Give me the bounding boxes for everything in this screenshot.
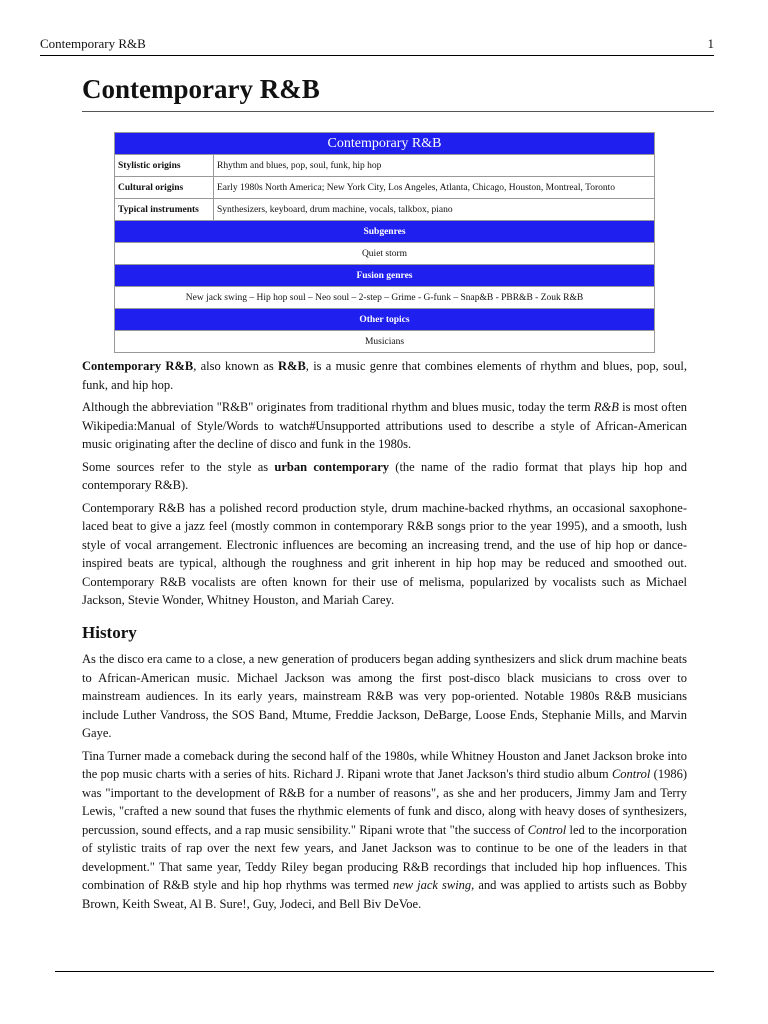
intro-paragraph	[82, 357, 687, 394]
infobox-section-content[interactable]: New jack swing – Hip hop soul – Neo soul – 2-step – Grime - G-funk – Snap&B - PBR&B - Zouk R&B	[115, 287, 655, 309]
text-run: (1986) was "important to the development of R&B for a number of reasons", as she and her producers, Jimmy Jam and Terry Lewis, "crafted a new sound that fuses the rhythmic elements of funk and disco, along with heavy doses of synthesizers, percussion, sound effects, and a rap music sensibility." Ripani wrote that "the success of	[82, 767, 687, 837]
infobox-row	[115, 199, 655, 221]
text-run: Some sources refer to the style as	[82, 459, 275, 474]
infobox-label: Cultural origins	[115, 177, 214, 199]
infobox	[114, 132, 655, 353]
infobox-section-content[interactable]: Quiet storm	[115, 243, 655, 265]
infobox-section-heading: Other topics	[115, 309, 655, 331]
page-number: 1	[707, 36, 714, 51]
running-title: Contemporary R&B	[40, 36, 146, 51]
italic-term: Control	[527, 822, 567, 837]
infobox-row	[115, 155, 655, 177]
infobox-section-heading: Subgenres	[115, 221, 655, 243]
infobox-value[interactable]: Rhythm and blues, pop, soul, funk, hip hop	[214, 155, 655, 177]
italic-term: new jack swing	[393, 878, 472, 892]
text-run: Tina Turner made a comeback during the second half of the 1980s, while Whitney Houston and Janet Jackson broke into the pop music charts with a series of hits. Richard J. Ripani wrote that Janet Jackson's third studio album	[82, 748, 687, 781]
infobox-row	[115, 177, 655, 199]
text-run: is most often Wikipedia:Manual of Style/Words to watch#Unsupported attributions used to describe a style of African-American music originating after the decline of disco and funk in the 1980s.	[82, 400, 687, 451]
history-paragraph: As the disco era came to a close, a new generation of producers began adding synthesizers and slick drum machine beats to African-American music. Michael Jackson was among the first post-disco black musicians to cross over to mainstream audiences. In its early years, mainstream R&B was very pop-oriented. Notable 1980s R&B musicians include Luther Vandross, the SOS Band, Mtume, Freddie Jackson, DeBarge, Loose Ends, Stephanie Mills, and Marvin Gaye.	[82, 652, 687, 740]
italic-term: Control	[611, 767, 651, 781]
footer-rule	[55, 971, 714, 972]
intro-paragraph	[82, 398, 687, 454]
text-run: , is a music genre that combines elements of rhythm and blues, pop, soul, funk, and hip hop.	[82, 359, 687, 392]
bold-term: R&B	[278, 359, 306, 373]
bold-term: urban contemporary	[274, 459, 390, 474]
infobox-section-content[interactable]: Musicians	[115, 331, 655, 353]
text-run: , also known as	[193, 359, 279, 373]
infobox-label: Typical instruments	[115, 199, 214, 221]
page-title: Contemporary R&B	[82, 74, 320, 104]
italic-term: R&B	[593, 400, 619, 414]
article-body	[82, 357, 687, 917]
running-header	[40, 36, 714, 56]
intro-paragraph	[82, 458, 687, 495]
text-run: led to the incorporation of stylistic traits of rap over the next few years, and Janet Jackson was to continue to be one of the leaders in that development." That same year, Teddy Riley began producing R&B recordings that included hip hop influences. This combination of R&B style and hip hop rhythms was termed	[82, 822, 687, 892]
infobox-label: Stylistic origins	[115, 155, 214, 177]
intro-paragraph: Contemporary R&B has a polished record production style, drum machine-backed rhythms, an occasional saxophone-laced beat to give a jazz feel (mostly common in contemporary R&B songs prior to the year 1995), and a smooth, lush style of vocal arrangement. Electronic influences are becoming an increasing trend, and the use of hip hop or dance-inspired beats are typical, although the roughness and grit inherent in hip hop may be reduced and smoothed out. Contemporary R&B vocalists are often known for their use of melisma, popularized by vocalists such as Michael Jackson, Stevie Wonder, Whitney Houston, and Mariah Carey.	[82, 500, 687, 607]
text-run: Although the abbreviation "R&B" originates from traditional rhythm and blues music, today the term	[82, 400, 594, 414]
infobox-value[interactable]: Early 1980s North America; New York City, Los Angeles, Atlanta, Chicago, Houston, Montreal, Toronto	[214, 177, 655, 199]
infobox-value[interactable]: Synthesizers, keyboard, drum machine, vocals, talkbox, piano	[214, 199, 655, 221]
infobox-title: Contemporary R&B	[115, 133, 655, 155]
bold-term: Contemporary R&B	[82, 359, 194, 373]
text-run: , and was applied to artists such as Bobby Brown, Keith Sweat, Al B. Sure!, Guy, Jodeci, and Bell Biv DeVoe.	[82, 878, 687, 911]
title-rule	[82, 111, 714, 112]
infobox-section-heading: Fusion genres	[115, 265, 655, 287]
section-heading-history: History	[82, 622, 137, 642]
text-run: (the name of the radio format that plays hip hop and contemporary R&B).	[82, 459, 688, 492]
history-paragraph	[82, 747, 687, 914]
